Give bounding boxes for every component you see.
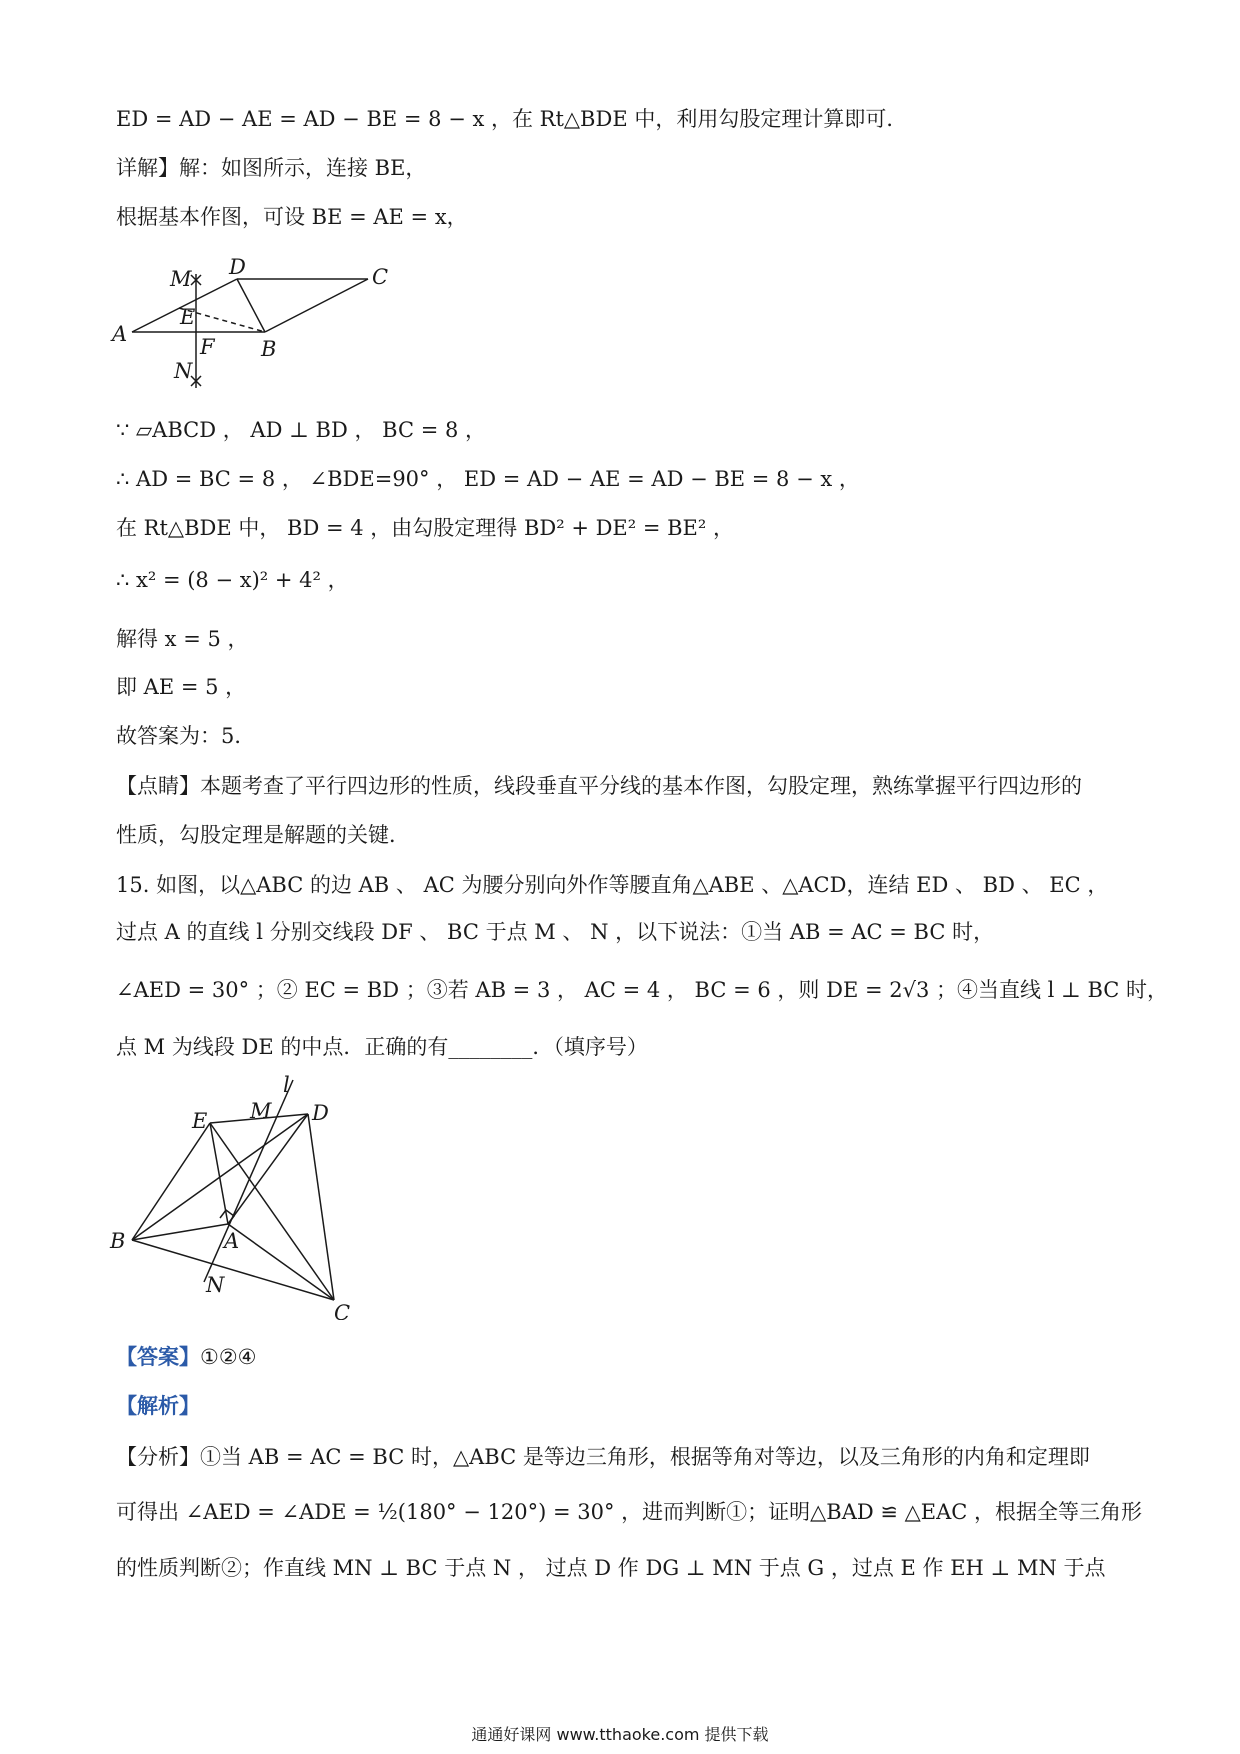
parallelogram-figure <box>110 252 410 398</box>
label-C: C <box>334 1301 351 1320</box>
text-line-12: 性质，勾股定理是解题的关键． <box>116 823 410 847</box>
page-footer: 通通好课网 www.tthaoke.com 提供下载 <box>471 1725 769 1744</box>
label-E: E <box>180 305 196 329</box>
text-line-10: 故答案为：5． <box>116 724 256 748</box>
answer-line <box>116 1342 256 1372</box>
triangle-figure <box>108 1070 388 1320</box>
label-C: C <box>372 265 389 289</box>
label-N: N <box>206 1273 225 1297</box>
segment-DC <box>308 1114 334 1300</box>
label-F: F <box>200 335 215 359</box>
answer-label: 【答案】 <box>116 1345 200 1369</box>
label-D: D <box>312 1101 329 1125</box>
problem-15-line-1: 15. 如图，以△ABC 的边 AB 、 AC 为腰分别向外作等腰直角△ABE 、△ACD，连结 ED 、 BD 、 EC ， <box>116 873 1109 897</box>
label-E: E <box>192 1109 208 1133</box>
segment-AD <box>228 1114 308 1224</box>
segment-BE <box>132 1123 210 1240</box>
label-A: A <box>224 1229 240 1253</box>
answer-value: ①②④ <box>200 1345 257 1369</box>
label-B: B <box>110 1229 126 1253</box>
analysis-line-3: 的性质判断②；作直线 MN ⊥ BC 于点 N ， 过点 D 作 DG ⊥ MN 于点 G ，过点 E 作 EH ⊥ MN 于点 <box>116 1556 1106 1580</box>
problem-15-line-3: ∠AED = 30° ；② EC = BD ；③若 AB = 3 ， AC = 4 ， BC = 6 ，则 DE = 2√3 ；④当直线 l ⊥ BC 时， <box>116 978 1169 1002</box>
segment-BA <box>132 1224 228 1240</box>
text-line-5: ∴ AD = BC = 8 ， ∠BDE=90° ， ED = AD − AE = AD − BE = 8 − x ， <box>116 467 860 491</box>
segment-DB <box>237 279 265 332</box>
text-line-1: ED = AD − AE = AD − BE = 8 − x ，在 Rt△BDE 中，利用勾股定理计算即可． <box>116 107 908 131</box>
text-line-8: 解得 x = 5 ， <box>116 627 249 651</box>
label-l: l <box>283 1073 290 1097</box>
label-D: D <box>229 255 246 279</box>
segment-AC <box>228 1224 334 1300</box>
segment-BC <box>265 279 368 332</box>
text-line-4: ∵ ▱ABCD ， AD ⊥ BD ， BC = 8 ， <box>116 418 487 442</box>
text-line-9: 即 AE = 5 ， <box>116 675 247 699</box>
analysis-line-2: 可得出 ∠AED = ∠ADE = ½(180° − 120°) = 30° ，进而判断①；证明△BAD ≌ △EAC ，根据全等三角形 <box>116 1500 1143 1524</box>
analysis-header: 【解析】 <box>116 1394 200 1418</box>
label-M: M <box>170 267 192 291</box>
line-l <box>204 1080 293 1282</box>
analysis-line-1: 【分析】①当 AB = AC = BC 时，△ABC 是等边三角形，根据等角对等边，以及三角形的内角和定理即 <box>116 1445 1090 1469</box>
label-M: M <box>250 1099 272 1123</box>
label-A: A <box>112 322 128 346</box>
label-B: B <box>261 337 277 361</box>
text-line-6: 在 Rt△BDE 中， BD = 4 ，由勾股定理得 BD² + DE² = BE² ， <box>116 516 734 540</box>
text-line-7: ∴ x² = (8 − x)² + 4² ， <box>116 568 349 592</box>
label-N: N <box>174 359 193 383</box>
text-line-3: 根据基本作图，可设 BE = AE = x， <box>116 205 468 229</box>
text-line-11: 【点睛】本题考查了平行四边形的性质，线段垂直平分线的基本作图，勾股定理，熟练掌握平行四边形的 <box>116 774 1082 798</box>
text-line-2: 详解】解：如图所示，连接 BE， <box>116 156 427 180</box>
problem-15-line-2: 过点 A 的直线 l 分别交线段 DF 、 BC 于点 M 、 N ，以下说法：①当 AB = AC = BC 时， <box>116 920 995 944</box>
problem-15-line-4: 点 M 为线段 DE 的中点．正确的有________．（填序号） <box>116 1035 648 1059</box>
